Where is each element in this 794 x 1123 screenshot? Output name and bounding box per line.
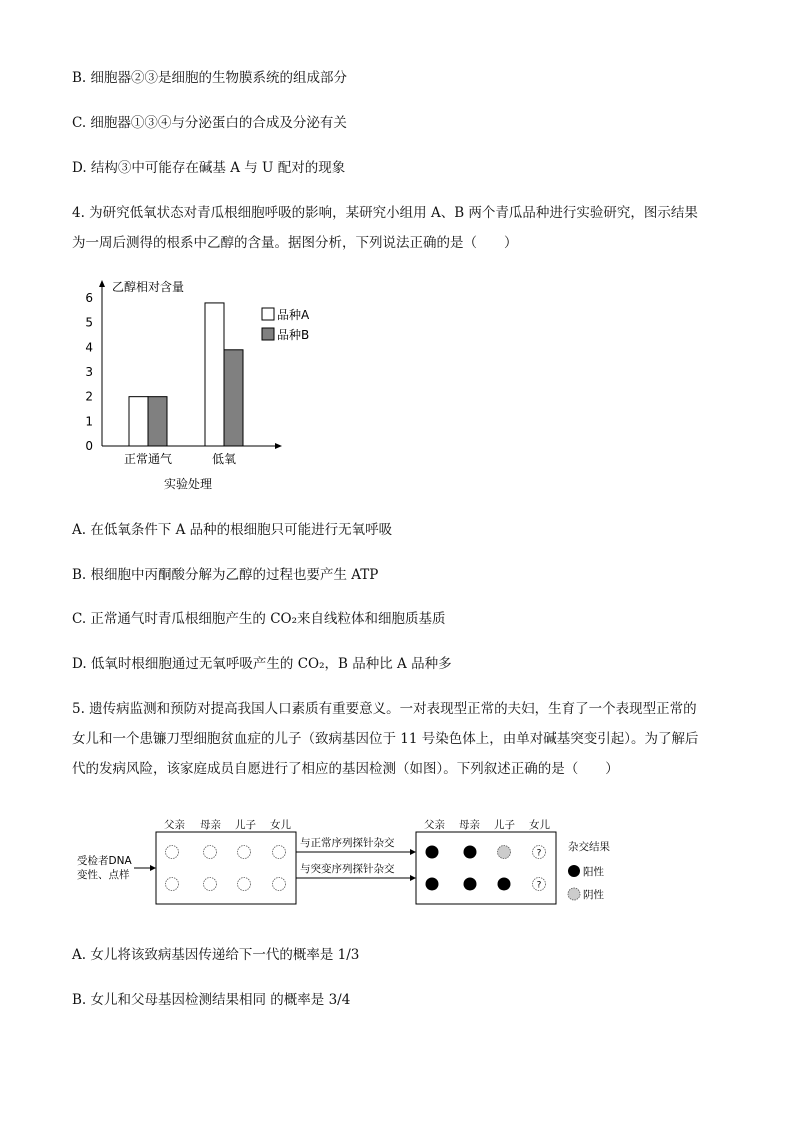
sample-dot [238,878,251,891]
bar [148,397,167,446]
x-tick-label: 低氧 [211,452,237,466]
q4-option-d: D. 低氧时根细胞通过无氧呼吸产生的 CO₂，B 品种比 A 品种多 [72,656,452,672]
result-dot [426,846,439,859]
q3-option-b: B. 细胞器②③是细胞的生物膜系统的组成部分 [72,70,348,86]
unknown-mark: ? [536,848,542,859]
gene-detection-diagram [72,812,632,912]
y-axis-label: 乙醇相对含量 [112,280,185,294]
sample-dot [273,878,286,891]
q3-option-d: D. 结构③中可能存在碱基 A 与 U 配对的现象 [72,160,346,176]
input-label-2: 变性、点样 [77,869,130,881]
y-tick-label: 1 [85,414,93,429]
result-label-daughter: 女儿 [529,819,550,831]
sample-dot [204,846,217,859]
sample-label-son: 儿子 [235,819,256,831]
y-axis-arrow [99,280,105,287]
y-tick-label: 4 [85,340,93,355]
q5-option-b: B. 女儿和父母基因检测结果相同 的概率是 3/4 [72,992,351,1008]
unknown-mark: ? [536,880,542,891]
result-dot [498,846,511,859]
result-dot [498,878,511,891]
sample-dot [273,846,286,859]
q3-option-c: C. 细胞器①③④与分泌蛋白的合成及分泌有关 [72,115,347,131]
sample-dot [166,846,179,859]
sample-dot [204,878,217,891]
q4-option-a: A. 在低氧条件下 A 品种的根细胞只可能进行无氧呼吸 [72,522,393,538]
result-dot [464,878,477,891]
result-dot [426,878,439,891]
q5-stem-line-1: 5. 遗传病监测和预防对提高我国人口素质有重要意义。一对表现型正常的夫妇，生育了一个表现型正常的 [72,701,697,717]
bar [224,350,243,446]
x-axis-label: 实验处理 [163,477,213,491]
legend-negative-dot [568,888,580,900]
y-tick-label: 6 [85,291,93,305]
result-label-father: 父亲 [424,819,445,831]
legend-positive-label: 阳性 [583,866,604,878]
sample-dot [166,878,179,891]
sample-dot [238,846,251,859]
x-axis-arrow [275,443,282,449]
legend-swatch [262,308,274,320]
legend-label: 品种A [277,308,310,322]
mutant-probe-arrow-head [410,875,416,881]
y-tick-label: 5 [85,315,93,330]
sample-label-daughter: 女儿 [270,819,291,831]
q5-stem-line-2: 女儿和一个患镰刀型细胞贫血症的儿子（致病基因位于 11 号染色体上，由单对碱基突变引起）。为了解后 [72,731,699,747]
normal-probe-label: 与正常序列探针杂交 [300,837,395,849]
result-legend-title: 杂交结果 [568,841,610,853]
result-box [416,832,556,904]
x-tick-label: 正常通气 [123,452,173,466]
input-label-1: 受检者DNA [77,855,132,867]
legend-positive-dot [568,865,580,877]
input-arrow-head [150,865,156,871]
sample-box [156,832,296,904]
bar [205,303,224,446]
sample-label-father: 父亲 [164,819,185,831]
legend-swatch [262,328,274,340]
q4-option-c: C. 正常通气时青瓜根细胞产生的 CO₂来自线粒体和细胞质基质 [72,611,446,627]
bar [129,397,148,446]
q4-stem-line-2: 为一周后测得的根系中乙醇的含量。据图分析，下列说法正确的是（ ） [72,235,518,251]
result-dot [464,846,477,859]
result-label-mother: 母亲 [459,819,480,831]
sample-label-mother: 母亲 [200,819,221,831]
q5-option-a: A. 女儿将该致病基因传递给下一代的概率是 1/3 [72,947,360,963]
y-tick-label: 2 [85,389,93,404]
legend-label: 品种B [277,328,310,342]
q5-stem-line-3: 代的发病风险，该家庭成员自愿进行了相应的基因检测（如图）。下列叙述正确的是（ ） [72,761,619,777]
normal-probe-arrow-head [410,849,416,855]
q4-stem-line-1: 4. 为研究低氧状态对青瓜根细胞呼吸的影响，某研究小组用 A、B 两个青瓜品种进行实验研究，图示结果 [72,205,698,221]
y-tick-label: 3 [85,365,93,379]
q4-option-b: B. 根细胞中丙酮酸分解为乙醇的过程也要产生 ATP [72,567,379,583]
result-label-son: 儿子 [494,819,515,831]
mutant-probe-label: 与突变序列探针杂交 [300,863,395,875]
legend-negative-label: 阴性 [583,889,604,901]
ethanol-bar-chart [78,272,338,497]
y-tick-label: 0 [85,439,93,453]
